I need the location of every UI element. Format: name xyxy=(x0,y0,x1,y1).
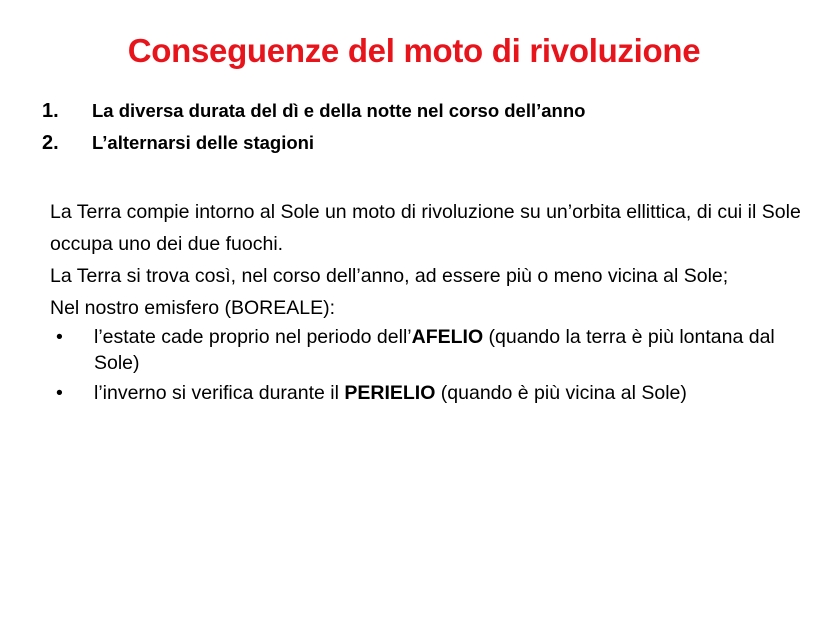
numbered-list xyxy=(42,100,802,164)
bullet-text-before: l’estate cade proprio nel periodo dell’ xyxy=(94,326,412,348)
paragraph-distance: La Terra si trova così, nel corso dell’anno, ad essere più o meno vicina al Sole; xyxy=(50,265,729,287)
bullet-keyword: PERIELIO xyxy=(344,382,436,404)
bullet-icon: • xyxy=(56,382,63,404)
bullet-text-after: (quando è più vicina al Sole) xyxy=(435,382,687,404)
item-text: La diversa durata del dì e della notte nel corso dell’anno xyxy=(92,100,586,121)
item-number: 2. xyxy=(42,132,59,154)
bullet-text xyxy=(94,324,790,376)
body-text xyxy=(50,196,810,324)
bullet-item-aphelion xyxy=(50,324,790,376)
bullet-item-perihelion xyxy=(50,380,790,406)
numbered-item xyxy=(42,100,802,132)
bullet-icon: • xyxy=(56,326,63,348)
paragraph-hemisphere: Nel nostro emisfero (BOREALE): xyxy=(50,297,336,319)
bullet-text xyxy=(94,380,790,406)
numbered-item xyxy=(42,132,802,164)
paragraph-orbit: La Terra compie intorno al Sole un moto di rivoluzione su un’orbita ellittica, di cui il Sole occupa uno dei due fuochi. xyxy=(50,201,801,255)
slide-title: Conseguenze del moto di rivoluzione xyxy=(127,32,701,69)
item-number: 1. xyxy=(42,100,59,122)
bullet-text-after: (quando la terra è più lontana dal Sole) xyxy=(94,326,775,374)
bullet-list xyxy=(50,324,790,410)
bullet-keyword: AFELIO xyxy=(411,326,484,348)
bullet-text-before: l’inverno si verifica durante il xyxy=(94,382,345,404)
item-text: L’alternarsi delle stagioni xyxy=(92,132,315,153)
